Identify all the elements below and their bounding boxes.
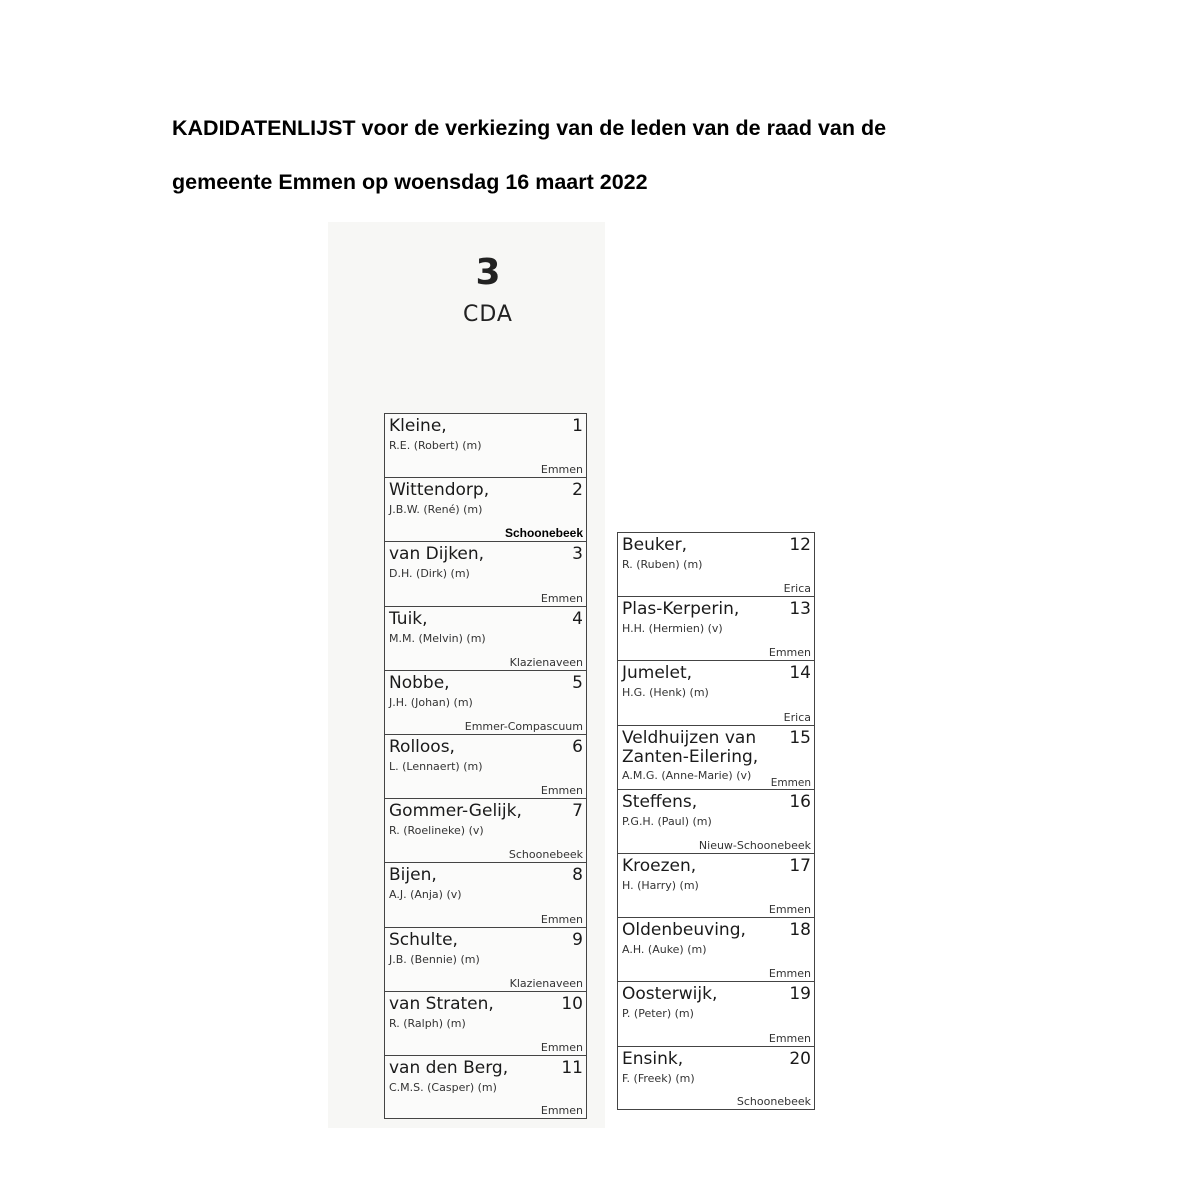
candidate-initials: A.J. (Anja) (v)	[389, 888, 462, 902]
candidate-entry	[384, 606, 587, 670]
candidate-entry	[384, 670, 587, 734]
candidate-place: Schoonebeek	[504, 526, 583, 541]
candidate-place: Emmer-Compascuum	[464, 719, 583, 733]
candidate-entry	[384, 991, 587, 1055]
candidate-entry	[617, 917, 815, 981]
candidate-place: Emmen	[540, 1104, 583, 1118]
candidate-name: Kleine,	[389, 416, 447, 436]
candidate-initials: C.M.S. (Casper) (m)	[389, 1080, 497, 1094]
candidate-name: Schulte,	[389, 929, 458, 950]
candidate-column-2	[617, 532, 815, 1110]
candidate-number: 5	[572, 672, 583, 693]
candidate-name: Steffens,	[622, 791, 698, 812]
candidate-entry	[384, 477, 587, 541]
candidate-entry	[384, 1055, 587, 1119]
candidate-initials: R.E. (Robert) (m)	[389, 439, 482, 452]
candidate-name: Rolloos,	[389, 736, 455, 757]
candidate-place: Schoonebeek	[508, 848, 583, 862]
document-title-line-1: KADIDATENLIJST voor de verkiezing van de leden van de raad van de	[172, 116, 887, 140]
candidate-number: 15	[789, 727, 811, 748]
candidate-name: van Dijken,	[389, 544, 485, 565]
candidate-name: van den Berg,	[389, 1057, 509, 1078]
candidate-name: Gommer-Gelijk,	[389, 801, 522, 822]
candidate-entry	[617, 596, 815, 660]
candidate-name: Nobbe,	[389, 672, 450, 693]
list-number: 3	[475, 252, 501, 293]
candidate-number: 6	[572, 736, 583, 757]
candidate-place: Klazienaveen	[509, 655, 583, 669]
candidate-place: Erica	[783, 582, 811, 596]
candidate-entry	[617, 853, 815, 917]
candidate-place: Nieuw-Schoonebeek	[698, 838, 811, 852]
candidate-initials: H.H. (Hermien) (v)	[622, 622, 723, 636]
candidate-name: Veldhuijzen van	[622, 727, 757, 748]
candidate-entry	[617, 981, 815, 1045]
candidate-place: Klazienaveen	[509, 976, 583, 990]
document-title-line-2: gemeente Emmen op woensdag 16 maart 2022	[172, 170, 648, 194]
candidate-entry	[384, 798, 587, 862]
candidate-initials: M.M. (Melvin) (m)	[389, 631, 486, 645]
candidate-place: Emmen	[768, 646, 811, 660]
candidate-initials: R. (Roelineke) (v)	[389, 824, 484, 838]
candidate-place: Emmen	[768, 967, 811, 981]
candidate-place: Emmen	[540, 591, 583, 605]
candidate-name: van Straten,	[389, 993, 494, 1014]
candidate-name: Bijen,	[389, 865, 437, 886]
candidate-name: Tuik,	[389, 608, 428, 629]
candidate-entry	[384, 862, 587, 926]
candidate-number: 3	[572, 544, 583, 565]
candidate-initials: A.H. (Auke) (m)	[622, 943, 707, 957]
candidate-place: Emmen	[768, 1031, 811, 1045]
candidate-initials: P. (Peter) (m)	[622, 1007, 694, 1021]
candidate-number: 7	[572, 801, 583, 822]
candidate-name: Beuker,	[622, 535, 687, 555]
candidate-name: Oldenbeuving,	[622, 920, 746, 941]
candidate-number: 11	[561, 1057, 583, 1078]
candidate-name: Ensink,	[622, 1048, 684, 1069]
party-name: CDA	[463, 302, 513, 327]
candidate-number: 8	[572, 865, 583, 886]
candidate-name: Kroezen,	[622, 855, 697, 876]
candidate-initials: L. (Lennaert) (m)	[389, 759, 483, 773]
candidate-place: Erica	[783, 710, 811, 724]
candidate-initials: R. (Ruben) (m)	[622, 558, 703, 571]
candidate-entry	[617, 725, 815, 789]
candidate-number: 9	[572, 929, 583, 950]
candidate-initials: J.B. (Bennie) (m)	[389, 952, 480, 966]
candidate-name: Wittendorp,	[389, 480, 490, 501]
candidate-name: Jumelet,	[622, 663, 693, 684]
candidate-place: Emmen	[540, 1040, 583, 1054]
candidate-place: Emmen	[540, 784, 583, 798]
candidate-entry	[617, 789, 815, 853]
candidate-initials: J.H. (Johan) (m)	[389, 695, 473, 709]
candidate-initials: R. (Ralph) (m)	[389, 1016, 466, 1030]
candidate-place: Emmen	[540, 912, 583, 926]
candidate-initials: P.G.H. (Paul) (m)	[622, 814, 712, 828]
candidate-name: Plas-Kerperin,	[622, 599, 740, 620]
candidate-number: 10	[561, 993, 583, 1014]
candidate-number: 4	[572, 608, 583, 629]
candidate-entry	[384, 541, 587, 605]
candidate-entry	[384, 927, 587, 991]
candidate-number: 2	[572, 480, 583, 501]
candidate-number: 18	[789, 920, 811, 941]
candidate-initials: A.M.G. (Anne-Marie) (v)	[622, 768, 752, 782]
candidate-number: 13	[789, 599, 811, 620]
candidate-initials: J.B.W. (René) (m)	[389, 503, 483, 517]
candidate-initials: H.G. (Henk) (m)	[622, 686, 709, 700]
candidate-initials: H. (Harry) (m)	[622, 878, 699, 892]
candidate-initials: D.H. (Dirk) (m)	[389, 567, 470, 581]
candidate-name: Oosterwijk,	[622, 984, 718, 1005]
candidate-entry	[617, 1046, 815, 1110]
candidate-initials: F. (Freek) (m)	[622, 1071, 695, 1085]
candidate-entry	[617, 532, 815, 596]
candidate-number: 14	[789, 663, 811, 684]
candidate-place: Emmen	[768, 903, 811, 917]
candidate-entry	[384, 413, 587, 477]
candidate-column-1	[384, 413, 587, 1125]
candidate-number: 20	[789, 1048, 811, 1069]
candidate-number: 17	[789, 855, 811, 876]
candidate-entry	[384, 734, 587, 798]
candidate-place: Emmen	[770, 776, 811, 789]
candidate-number: 12	[789, 535, 811, 555]
candidate-place: Schoonebeek	[736, 1094, 811, 1108]
candidate-number: 19	[789, 984, 811, 1005]
candidate-name-continued: Zanten-Eilering,	[622, 746, 759, 767]
candidate-place: Emmen	[540, 463, 583, 477]
candidate-number: 16	[789, 791, 811, 812]
candidate-number: 1	[572, 416, 583, 436]
candidate-entry	[617, 660, 815, 724]
